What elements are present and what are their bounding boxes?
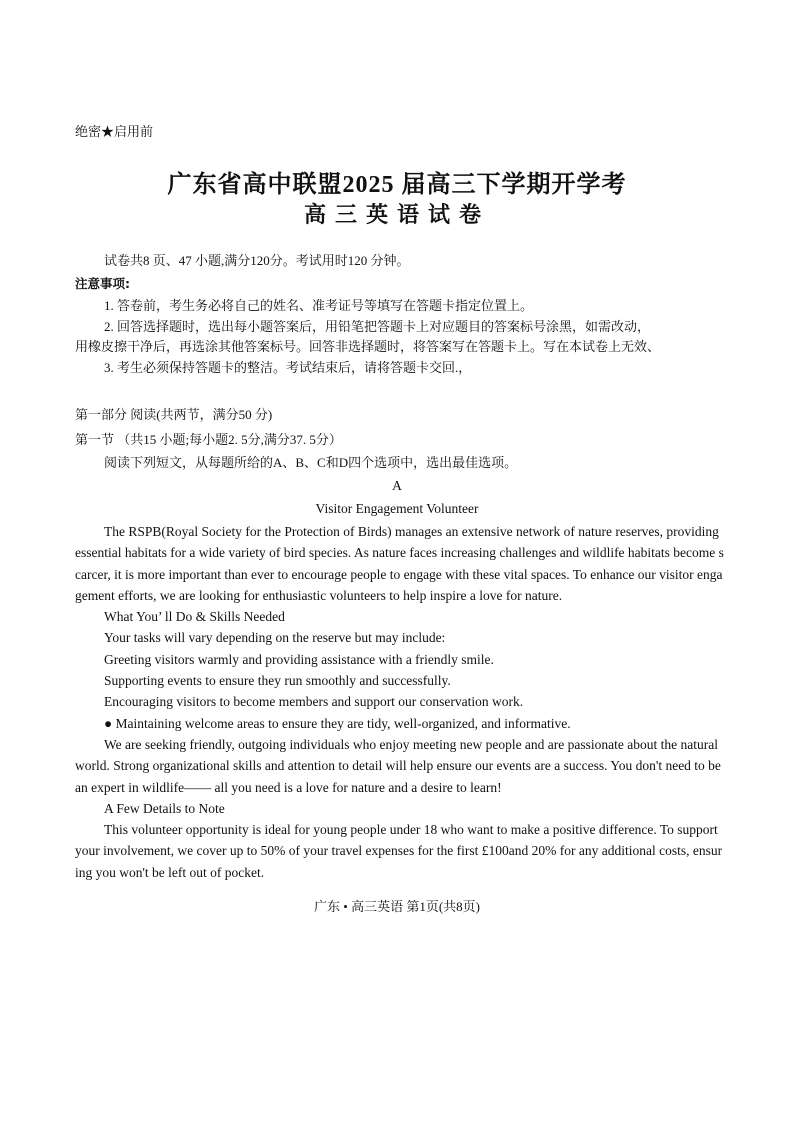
notice-item: 3. 考生必须保持答题卡的整洁。考试结束后，请将答题卡交回.， — [104, 359, 472, 375]
reading-instruction: 阅读下列短文，从每题所给的A、B、C和D四个选项中，选出最佳选项。 — [104, 455, 518, 470]
page-footer: 广东 • 高三英语 第1页(共8页) — [314, 899, 480, 914]
notice-heading: 注意事项: — [75, 276, 130, 291]
task-item: Encouraging visitors to become members and support our conservation work. — [104, 694, 524, 710]
exam-intro: 试卷共8 页、47 小题,满分120分。考试用时120 分钟。 — [104, 253, 410, 268]
passage-paragraph: Your tasks will vary depending on the reserve but may include: — [104, 630, 446, 646]
passage-paragraph: We are seeking friendly, outgoing individuals who enjoy meeting new people and are passionate about the natural world. Strong organizational skills and attention to detail will help ensure our events are a success. You don't need to be an expert in wildlife—— all you need is a love for nature and a desire to learn! — [75, 736, 721, 795]
task-item: ● Maintaining welcome areas to ensure they are tidy, well-organized, and informative. — [104, 715, 571, 731]
passage-body — [75, 521, 725, 883]
passage-paragraph: The RSPB(Royal Society for the Protection of Birds) manages an extensive network of nature reserves, providing essential habitats for a wide variety of bird species. As nature faces increasing challenges and wildlife habitats become scarcer, it is more important than ever to encourage people to engage with these vital spaces. To enhance our visitor engagement efforts, we are looking for enthusiastic volunteers to help inspire a love for nature. — [75, 524, 724, 603]
exam-title: 广东省高中联盟2025 届高三下学期开学考 — [167, 172, 627, 198]
passage-title: Visitor Engagement Volunteer — [315, 501, 479, 516]
task-item: Greeting visitors warmly and providing assistance with a friendly smile. — [104, 651, 494, 667]
passage-subheading: A Few Details to Note — [104, 800, 225, 816]
notice-item: 2. 回答选择题时，选出每小题答案后，用铅笔把答题卡上对应题目的答案标号涂黑，如需改动， — [104, 318, 651, 334]
part-heading: 第一部分 阅读(共两节，满分50 分) — [75, 407, 273, 422]
notice-list — [75, 296, 725, 378]
exam-subtitle: 高三英语试卷 — [303, 202, 490, 227]
notice-item: 1. 答卷前，考生务必将自己的姓名、准考证号等填写在答题卡指定位置上。 — [104, 298, 534, 313]
passage-letter: A — [392, 478, 402, 493]
notice-item: 用橡皮擦干净后，再选涂其他答案标号。回答非选择题时，将答案写在答题卡上。写在本试卷上无效、 — [75, 339, 661, 354]
passage-paragraph: This volunteer opportunity is ideal for young people under 18 who want to make a positive difference. To support your involvement, we cover up to 50% of your travel expenses for the first £100and 20% for any additional costs, ensuring you won't be left out of pocket. — [75, 822, 723, 880]
task-item: Supporting events to ensure they run smoothly and successfully. — [104, 673, 451, 689]
passage-subheading: What You’ ll Do & Skills Needed — [104, 609, 285, 625]
section-heading: 第一节 （共15 小题;每小题2. 5分,满分37. 5分） — [75, 432, 342, 447]
confidential-label: 绝密★启用前 — [75, 124, 154, 139]
